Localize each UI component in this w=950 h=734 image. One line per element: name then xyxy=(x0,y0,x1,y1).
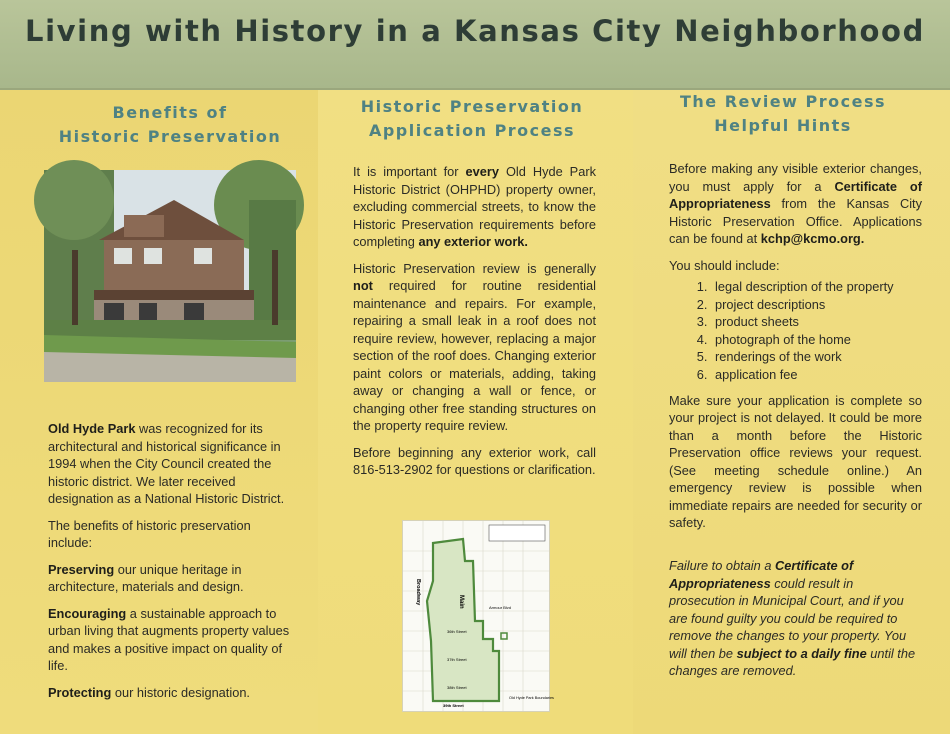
map-label-armour: Armour Blvd xyxy=(489,605,512,610)
benefits-para-2: The benefits of historic preservation include: xyxy=(48,517,251,550)
benefits-body xyxy=(48,420,296,710)
benefits-para-1 xyxy=(48,420,296,508)
list-item: 1. legal description of the property xyxy=(711,278,922,296)
review-heading xyxy=(633,90,933,138)
review-para-2: Make sure your application is complete so your project is not delayed. It could be more than a month before the Historic Preservation office reviews your request. (See meeting schedule online.) An emergency review is possible when immediate repairs are needed for security or safety. xyxy=(669,392,922,531)
protecting-bold: Protecting xyxy=(48,684,112,700)
map-legend: Old Hyde Park Boundaries xyxy=(509,696,554,700)
benefits-para-3 xyxy=(48,561,296,596)
house-photo xyxy=(44,170,296,382)
map-label-37th: 37th Street xyxy=(447,657,467,662)
include-label: You should include: xyxy=(669,257,780,273)
app-p1-a: It is important for xyxy=(353,164,466,179)
benefits-heading-line2: Historic Preservation xyxy=(58,127,282,146)
review-p1-c: from the Kansas City Historic Preservation Office. Applications can be found at xyxy=(669,196,922,246)
warn-e: until the changes are removed. xyxy=(669,645,916,678)
review-p1-certificate: Certificate of Appropriateness xyxy=(669,178,922,211)
page-title: Living with History in a Kansas City Neighborhood xyxy=(25,14,925,48)
warn-a: Failure to obtain a xyxy=(669,558,775,573)
benefits-heading xyxy=(20,101,320,149)
district-map xyxy=(402,520,554,712)
application-para-1 xyxy=(353,163,596,251)
list-item: 2. project descriptions xyxy=(711,296,922,314)
list-item: 4. photograph of the home xyxy=(711,331,922,349)
preserving-bold: Preserving xyxy=(48,561,115,577)
application-heading-line2: Application Process xyxy=(368,121,576,140)
review-heading-line1: The Review Process xyxy=(679,92,886,111)
map-label-broadway: Broadway xyxy=(415,579,421,606)
application-heading xyxy=(322,95,622,143)
benefits-p4-text: a sustainable approach to urban living that augments property values and makes a positive impact on quality of life. xyxy=(48,605,290,673)
application-para-2 xyxy=(353,260,596,435)
list-item: 5. renderings of the work xyxy=(711,348,922,366)
review-body xyxy=(669,160,922,541)
application-para-3: Before beginning any exterior work, call 816-513-2902 for questions or clarification. xyxy=(353,444,596,477)
map-label-main: Main xyxy=(458,595,464,609)
benefits-p1-text: was recognized for its architectural and historical significance in 1994 when the City Council created the historic district. We later received designation as a National Historic District. xyxy=(48,421,285,506)
benefits-p5-text: our historic designation. xyxy=(111,684,250,700)
app-p1-any: any exterior work. xyxy=(418,234,528,249)
map-label-38th: 38th Street xyxy=(447,685,467,690)
app-p2-not: not xyxy=(353,278,373,293)
benefits-p3-text: our unique heritage in architecture, materials and design. xyxy=(48,561,244,594)
application-body xyxy=(353,163,596,488)
list-item: 3. product sheets xyxy=(711,313,922,331)
district-boundary xyxy=(427,539,499,701)
benefits-heading-line1: Benefits of xyxy=(112,103,228,122)
review-warning xyxy=(669,557,922,680)
map-label-39th: 39th Street xyxy=(443,703,464,708)
app-p1-every: every xyxy=(465,164,499,179)
review-email: kchp@kcmo.org. xyxy=(760,231,865,246)
app-p2-a: Historic Preservation review is generally xyxy=(353,260,596,276)
warn-c: could result in prosecution in Municipal Court, and if you are found guilty you could be required to remove the changes to your property. You will then be xyxy=(669,575,907,661)
benefits-para-4 xyxy=(48,605,296,675)
app-p2-c: required for routine residential maintenance and repairs. For example, repairing a small leak in a roof does not require review, however, replacing a major section of the roof does. Changing exterior paint colors or materials, adding, taking away or changing a wall or fence, or changing other free standing structures on the property require review. xyxy=(353,278,596,433)
benefits-para-5 xyxy=(48,684,296,702)
review-heading-line2: Helpful Hints xyxy=(714,116,852,135)
old-hyde-park-bold: Old Hyde Park xyxy=(48,421,136,436)
title-banner xyxy=(0,0,950,90)
review-para-1 xyxy=(669,160,922,248)
application-heading-line1: Historic Preservation xyxy=(360,97,584,116)
map-label-36th: 36th Street xyxy=(447,629,467,634)
warn-fine: subject to a daily fine xyxy=(736,645,867,661)
encouraging-bold: Encouraging xyxy=(48,605,127,621)
list-item: 6. application fee xyxy=(711,366,922,384)
warn-certificate: Certificate of Appropriateness xyxy=(669,558,854,591)
app-p1-c: Old Hyde Park Historic District (OHPHD) property owner, excluding commercial streets, to know the Historic Preservation requirements before completing xyxy=(353,164,596,249)
review-p1-a: Before making any visible exterior changes, you must apply for a xyxy=(669,161,922,194)
include-list xyxy=(669,278,922,384)
